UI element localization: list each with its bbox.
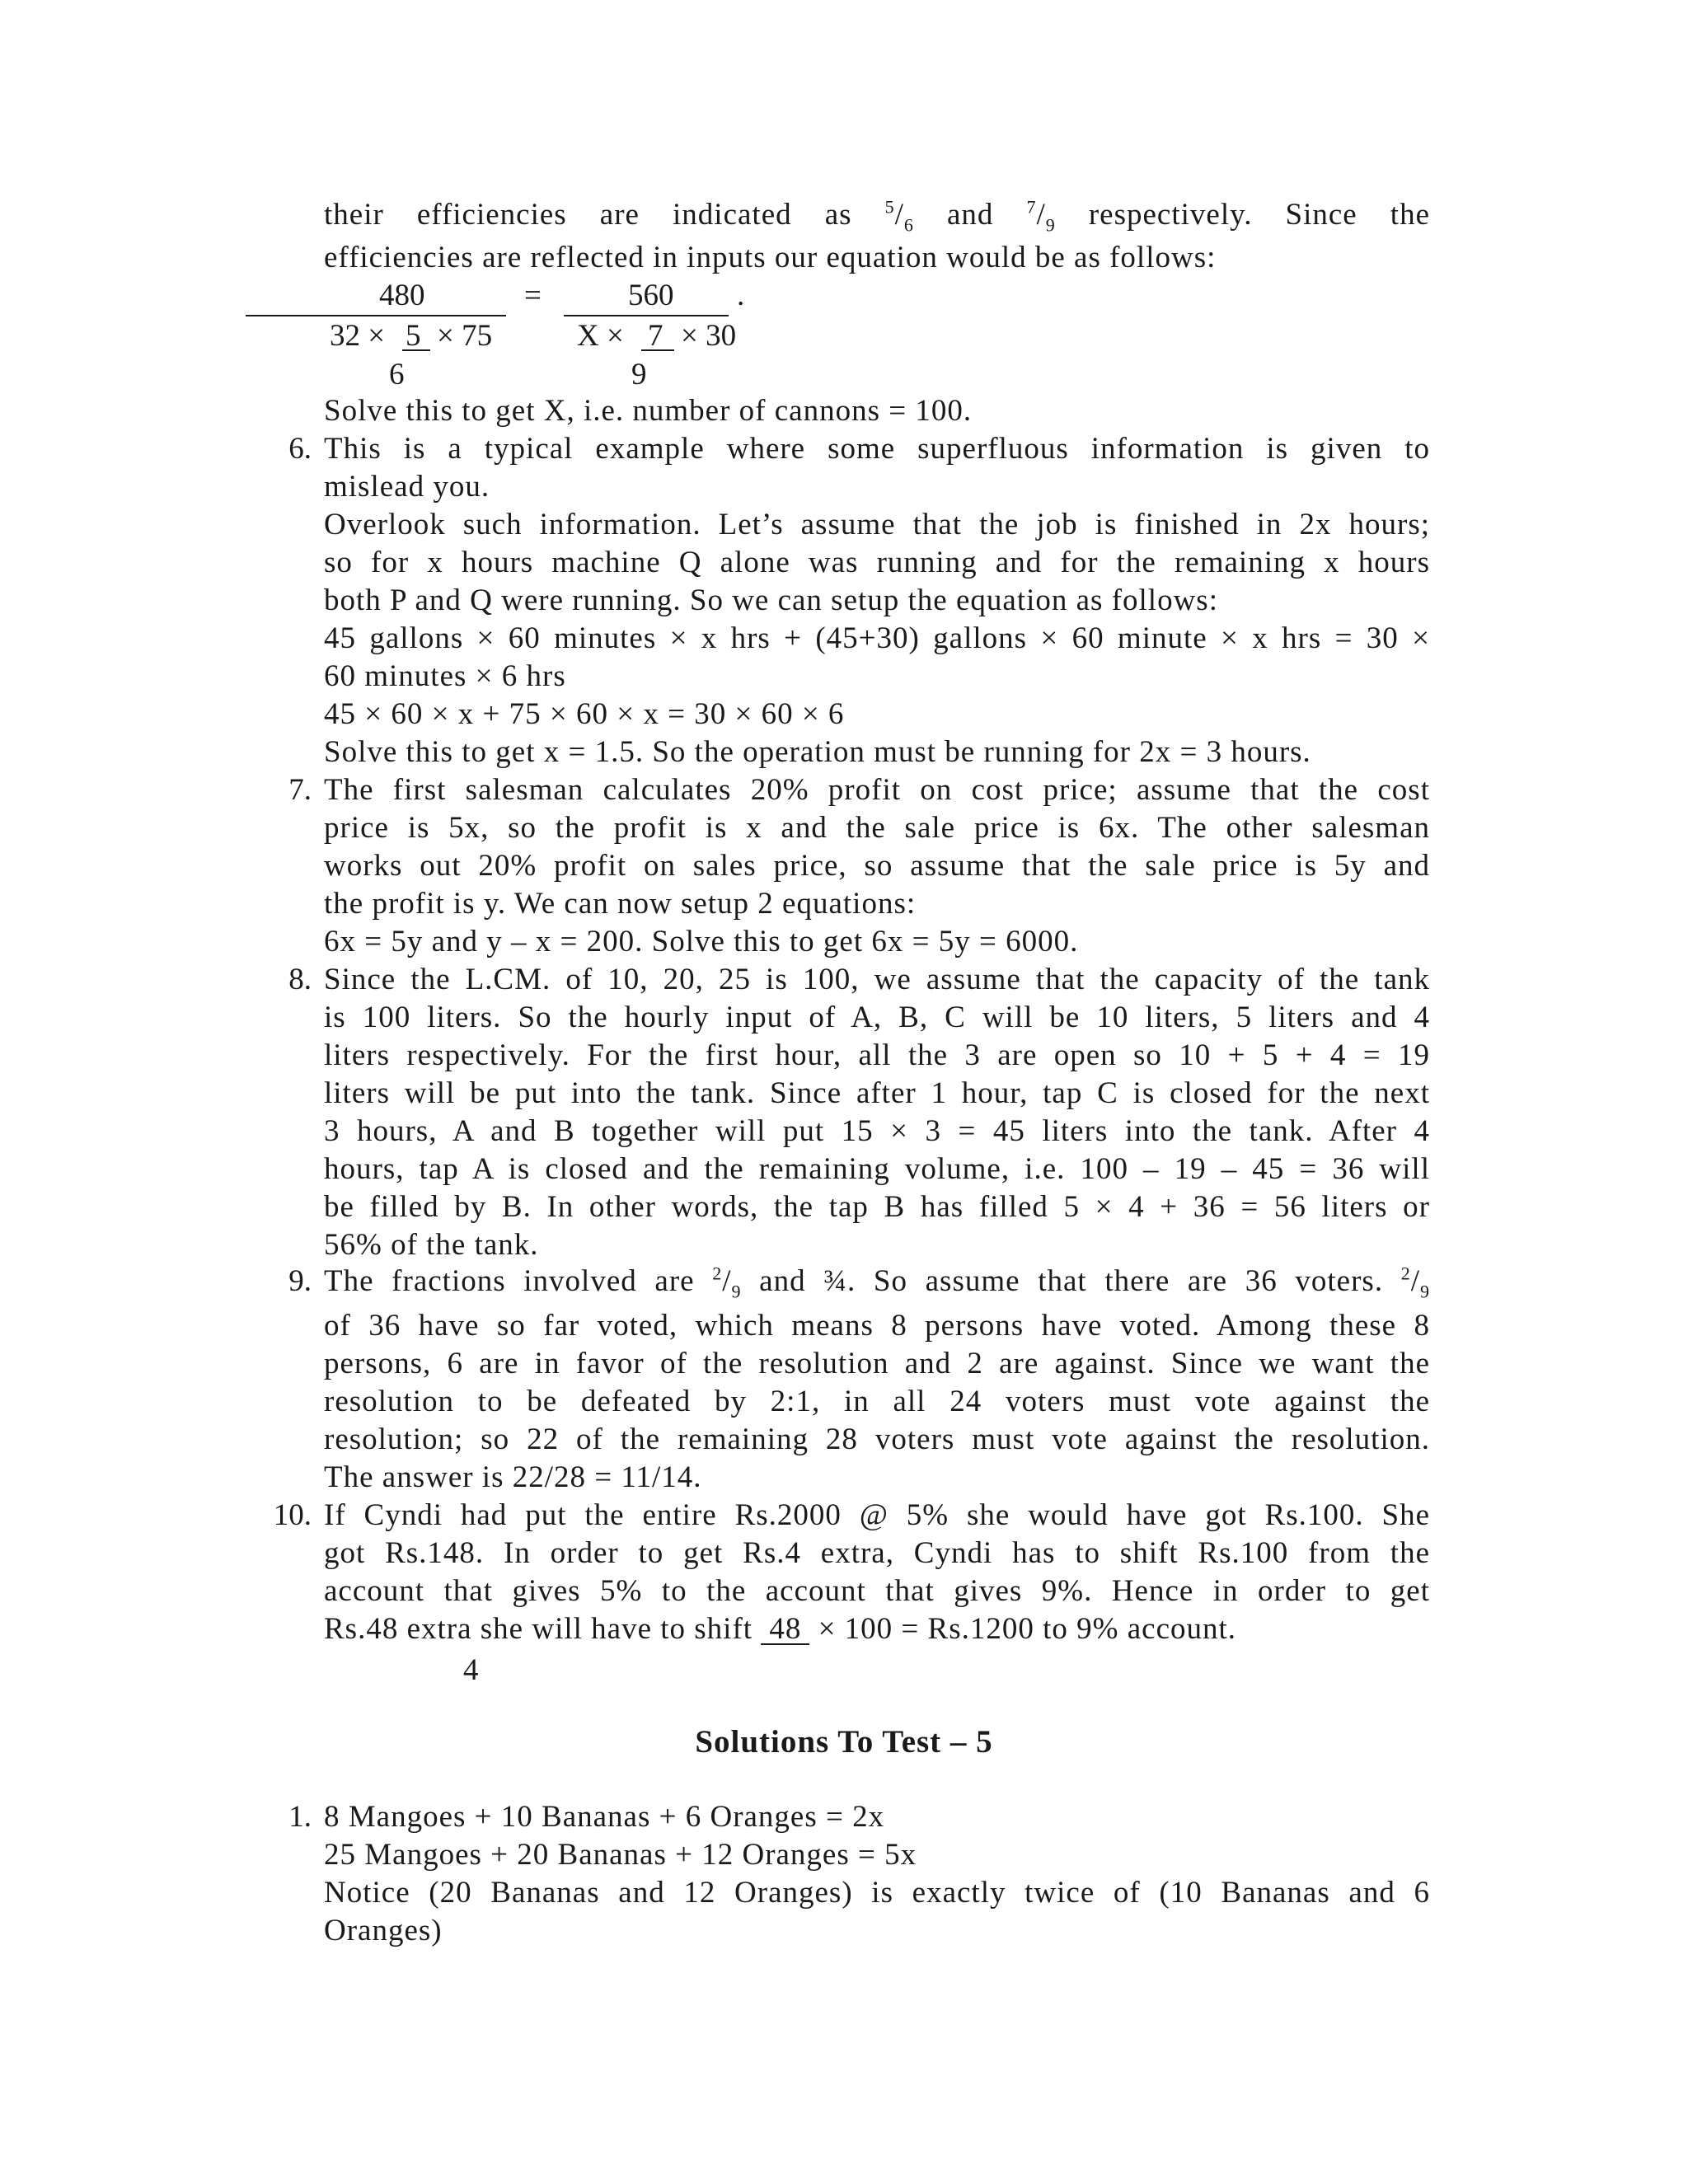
s8-line: be filled by B. In other words, the tap B has filled 5 × 4 + 36 = 56 liters or <box>324 1190 1430 1224</box>
frac-sep: / <box>894 198 904 232</box>
p5-text-b: and <box>946 198 994 232</box>
s8-line: liters respectively. For the first hour, all the 3 are open so 10 + 5 + 4 = 19 <box>324 1038 1430 1072</box>
s10-text-b: × 100 = Rs.1200 to 9% account. <box>818 1612 1237 1646</box>
frac-num: 2 <box>712 1263 723 1284</box>
s6-line: This is a typical example where some superfluous information is given to <box>324 432 1430 466</box>
s9-text-b: and ¾. So assume that there are 36 voters. <box>759 1264 1384 1298</box>
s6-line: both P and Q were running. So we can setup the equation as follows: <box>324 583 1218 617</box>
eq-left-denominator-b: 5 <box>406 319 421 353</box>
eq-right-denominator-b: 7 <box>648 319 663 353</box>
s6-line: mislead you. <box>324 470 490 504</box>
frac-den: 9 <box>731 1281 742 1302</box>
p5-text-a: their efficiencies are indicated as <box>324 198 852 232</box>
s8-line: is 100 liters. So the hourly input of A, B, C will be 10 liters, 5 liters and 4 <box>324 1001 1430 1034</box>
eq-left-inner-bar <box>402 349 430 351</box>
t5-line: Notice (20 Bananas and 12 Oranges) is exactly twice of (10 Bananas and 6 <box>324 1876 1430 1910</box>
s7-line: price is 5x, so the profit is x and the sale price is 6x. The other salesman <box>324 811 1430 845</box>
s7-line: The first salesman calculates 20% profit on cost price; assume that the cost <box>324 773 1430 807</box>
s9-line: of 36 have so far voted, which means 8 persons have voted. Among these 8 <box>324 1309 1430 1343</box>
s10-text-a: Rs.48 extra she will have to shift <box>324 1612 753 1646</box>
p5-line-1 <box>324 196 1430 234</box>
p5-line-2: efficiencies are reflected in inputs our equation would be as follows: <box>324 241 1217 274</box>
s10-line: got Rs.148. In order to get Rs.4 extra, Cyndi has to shift Rs.100 from the <box>324 1536 1430 1570</box>
t5-line: 8 Mangoes + 10 Bananas + 6 Oranges = 2x <box>324 1800 885 1834</box>
frac-sep: / <box>1410 1264 1421 1298</box>
eq-right-fraction-bar <box>564 315 729 316</box>
frac-num: 7 <box>1026 196 1037 218</box>
s10-fraction-denominator: 4 <box>463 1653 479 1687</box>
s8-line: hours, tap A is closed and the remaining volume, i.e. 100 – 19 – 45 = 36 will <box>324 1152 1430 1186</box>
frac-num: 5 <box>884 196 895 218</box>
s9-line-1 <box>324 1263 1430 1301</box>
eq-right-inner-bar <box>641 349 674 351</box>
eq-right-numerator: 560 <box>628 279 674 312</box>
s6-line: so for x hours machine Q alone was running and for the remaining x hours <box>324 546 1430 579</box>
eq-right-inner-den: 9 <box>631 358 647 391</box>
eq-left-numerator: 480 <box>379 279 425 312</box>
s7-line: 6x = 5y and y – x = 200. Solve this to get 6x = 5y = 6000. <box>324 925 1079 958</box>
frac-den: 6 <box>903 214 914 236</box>
eq-equals: = <box>524 279 542 312</box>
s10-last-line <box>324 1610 1236 1648</box>
s8-line: liters will be put into the tank. Since after 1 hour, tap C is closed for the next <box>324 1076 1430 1110</box>
s6-line: Solve this to get x = 1.5. So the operation must be running for 2x = 3 hours. <box>324 735 1311 769</box>
frac-sep: / <box>1036 198 1046 232</box>
t5-line: 25 Mangoes + 20 Bananas + 12 Oranges = 5x <box>324 1838 917 1872</box>
s10-line: account that gives 5% to the account that gives 9%. Hence in order to get <box>324 1574 1430 1608</box>
eq-right-denominator-a: X × <box>577 319 624 353</box>
item-number-1: 1. <box>288 1800 312 1834</box>
s6-line: 45 gallons × 60 minutes × x hrs + (45+30) gallons × 60 minute × x hrs = 30 × <box>324 621 1430 655</box>
frac-den: 9 <box>1420 1281 1431 1302</box>
p5-fraction-5-6 <box>884 196 914 236</box>
s9-line: persons, 6 are in favor of the resolution and 2 are against. Since we want the <box>324 1347 1430 1380</box>
s8-line: 56% of the tank. <box>324 1228 539 1262</box>
section-title: Solutions To Test – 5 <box>695 1724 993 1760</box>
item-number-7: 7. <box>288 773 312 807</box>
s10-line: If Cyndi had put the entire Rs.2000 @ 5% she would have got Rs.100. She <box>324 1498 1430 1532</box>
item-number-8: 8. <box>288 963 312 996</box>
item-number-9: 9. <box>288 1264 312 1298</box>
item-number-6: 6. <box>288 432 312 466</box>
eq-left-denominator-c: × 75 <box>437 319 493 353</box>
s9-text-a: The fractions involved are <box>324 1264 695 1298</box>
s9-line: resolution to be defeated by 2:1, in all 24 voters must vote against the <box>324 1385 1430 1418</box>
frac-num: 2 <box>1400 1263 1411 1284</box>
s6-line: 45 × 60 × x + 75 × 60 × x = 30 × 60 × 6 <box>324 697 845 731</box>
s10-fraction-numerator: 48 <box>761 1615 809 1645</box>
eq-left-denominator-a: 32 × <box>330 319 386 353</box>
p5-text-c: respectively. Since the <box>1088 198 1430 232</box>
eq-dot: . <box>737 279 745 312</box>
eq-right-denominator-c: × 30 <box>681 319 737 353</box>
s9-line: resolution; so 22 of the remaining 28 voters must vote against the resolution. <box>324 1422 1430 1456</box>
s9-line: The answer is 22/28 = 11/14. <box>324 1460 702 1494</box>
frac-sep: / <box>722 1264 732 1298</box>
s8-line: 3 hours, A and B together will put 15 × 3 = 45 liters into the tank. After 4 <box>324 1114 1430 1148</box>
s9-fraction-2-9-b <box>1400 1263 1431 1302</box>
item-number-10: 10. <box>273 1498 312 1532</box>
s9-fraction-2-9 <box>712 1263 742 1302</box>
eq-left-inner-den: 6 <box>389 358 405 391</box>
frac-den: 9 <box>1045 214 1056 236</box>
p5-fraction-7-9 <box>1026 196 1056 236</box>
s6-line: 60 minutes × 6 hrs <box>324 659 566 693</box>
p5-solve-line: Solve this to get X, i.e. number of cannons = 100. <box>324 394 973 428</box>
s7-line: the profit is y. We can now setup 2 equations: <box>324 887 917 921</box>
s7-line: works out 20% profit on sales price, so assume that the sale price is 5y and <box>324 849 1430 883</box>
t5-line: Oranges) <box>324 1914 443 1947</box>
s6-line: Overlook such information. Let’s assume that the job is finished in 2x hours; <box>324 508 1430 541</box>
eq-left-fraction-bar <box>246 315 506 316</box>
s8-line: Since the L.CM. of 10, 20, 25 is 100, we assume that the capacity of the tank <box>324 963 1430 996</box>
